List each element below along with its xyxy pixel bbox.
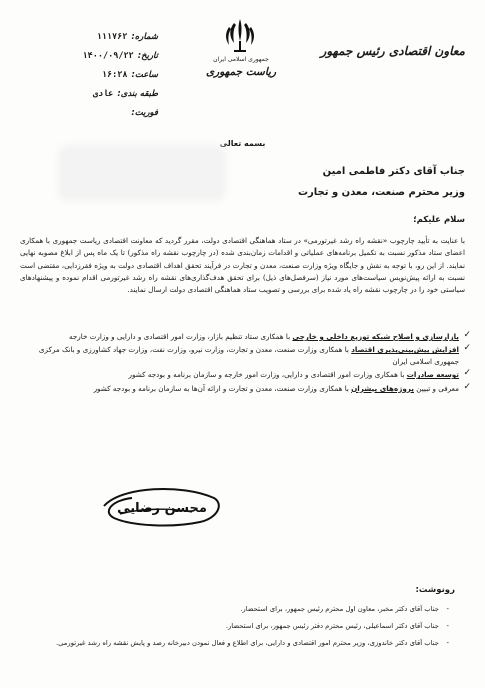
list-item: - جناب آقای دکتر خاندوزی، وزیر محترم امور اقتصادی و دارایی، برای اطلاع و فعال نمودن دبیرخانه رصد و پایش نقشه راه رشد غیرتورمی. <box>29 635 449 652</box>
basmala: بسمه تعالی <box>219 139 266 148</box>
check-mark-icon: ✓ <box>463 343 471 354</box>
addressee-name: جناب آقای دکتر فاطمی امین <box>322 166 465 177</box>
meta-date: تاریخ: ۱۴۰۰/۰۹/۲۲ <box>82 51 158 61</box>
letter-body: با عنایت به تأیید چارچوب «نقشه راه رشد غیرتورمی» در ستاد هماهنگی اقتصادی دولت، مقرر گردید که معاونت اقتصادی ریاست جمهوری با همکاری اعضای ستاد مذکور نسبت به تکمیل برنامه‌های عملیاتی و اقدامات زمان‌بندی شده (در چارچوب نقشه راه مذکور) تا یک ماه پس از ابلاغ مصوبه نهایی نمایند. از این رو، با توجه به نقش و جایگاه ویژه وزارت صنعت، معدن و تجارت در فرآیند تحقق اهداف اقتصادی دولت به ویژه فقرزدایی، مقتضی است نسبت به ارائه پیش‌نویس سیاست‌های مورد نیاز (سرفصل‌های ذیل) برای تحقق هدف‌گذاری‌های نقشه راه رشد غیرتورمی اقدام نموده و پیشنهادهای سیاستی خود را در چارچوب نقشه راه یاد شده برای بررسی و تصویب ستاد هماهنگی اقتصادی دولت ارسال نمایند. <box>20 236 465 295</box>
republic-subtitle: جمهوری اسلامی ایران <box>213 56 269 63</box>
meta-classification: طبقه بندی: عادی <box>92 89 158 99</box>
redacted-area <box>62 149 222 197</box>
greeting: سلام علیکم؛ <box>413 215 465 225</box>
check-mark-icon: ✓ <box>463 368 471 379</box>
list-item: ✓ افزایش پیش‌بینی‌پذیری اقتصاد با همکاری وزارت صنعت، معدن و تجارت، وزارت نیرو، وزارت نفت، وزارت جهاد کشاورزی و بانک مرکزی جمهوری اسلامی ایران <box>38 343 471 366</box>
check-mark-icon: ✓ <box>463 381 471 392</box>
meta-number: شماره: ۱۱۱۷۶۲ <box>96 32 158 42</box>
list-item: ✓ بازارسازی و اصلاح شبکه توزیع داخلی و خارجی با همکاری ستاد تنظیم بازار، وزارت امور اقتصادی و دارایی و وزارت خارجه <box>68 330 471 341</box>
list-item: ✓ معرفی و تبیین پروژه‌های پیشران با همکاری وزارت صنعت، معدن و تجارت و ارائه آن‌ها به سازمان برنامه و بودجه کشور <box>93 381 471 393</box>
meta-urgency: فوریت: <box>131 108 158 118</box>
office-title: معاون اقتصادی رئیس جمهور <box>320 44 465 58</box>
signature-name: محسن رضایی <box>117 501 207 516</box>
addressee-title: وزیر محترم صنعت، معدن و تجارت <box>297 187 465 198</box>
check-mark-icon: ✓ <box>463 330 471 340</box>
presidency-title: ریاست جمهوری <box>205 66 277 78</box>
cc-list <box>29 601 449 652</box>
list-item: - جناب آقای دکتر مخبر، معاون اول محترم رئیس جمهور، برای استحضار. <box>29 601 449 618</box>
signature <box>92 478 232 538</box>
list-item: - جناب آقای دکتر اسماعیلی، رئیس محترم دفتر رئیس جمهور، برای استحضار. <box>29 618 449 635</box>
action-items <box>17 331 471 396</box>
cc-title: رونوشت: <box>415 585 455 595</box>
iran-emblem-icon <box>222 15 258 57</box>
meta-time: ساعت: ۱۶:۲۸ <box>101 70 158 80</box>
list-item: ✓ توسعه صادرات با همکاری وزارت امور اقتصادی و دارایی، وزارت امور خارجه و سازمان برنامه و بودجه کشور <box>128 368 471 380</box>
letter-meta <box>18 28 158 123</box>
